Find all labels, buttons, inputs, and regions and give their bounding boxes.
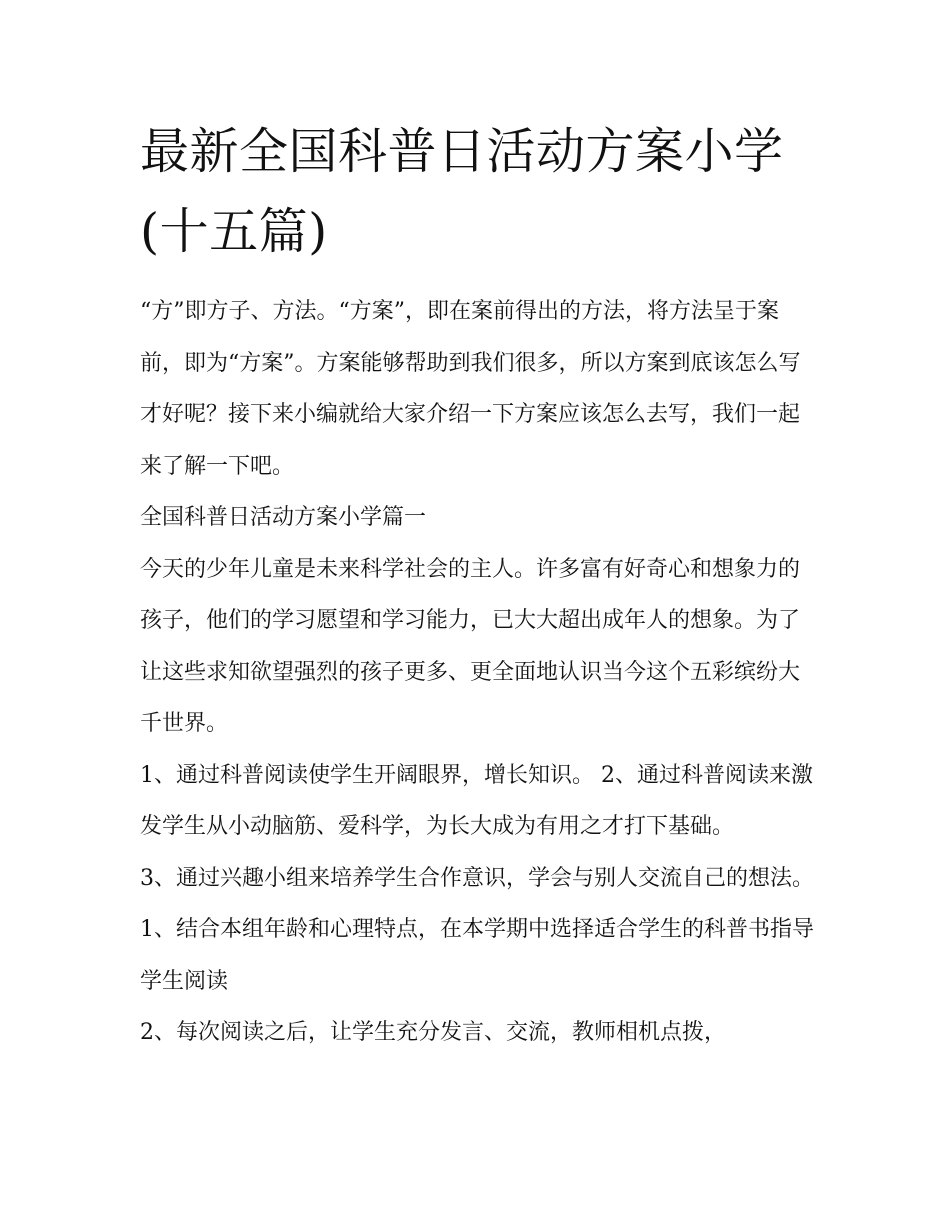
- body-paragraph: 今天的少年儿童是未来科学社会的主人。许多富有好奇心和想象力的孩子，他们的学习愿望和学习能力，已大大超出成年人的想象。为了让这些求知欲望强烈的孩子更多、更全面地认识当今这个五彩缤纷大千世界。: [140, 556, 801, 736]
- document-title: 最新全国科普日活动方案小学(十五篇): [140, 123, 784, 260]
- list-paragraph: 3、通过兴趣小组来培养学生合作意识，学会与别人交流自己的想法。 1、结合本组年龄和心理特点，在本学期中选择适合学生的科普书指导学生阅读: [140, 865, 814, 994]
- list-paragraph: 2、每次阅读之后，让学生充分发言、交流，教师相机点拨，: [140, 1020, 726, 1045]
- section-heading: 全国科普日活动方案小学篇一: [140, 505, 427, 530]
- list-paragraph: 1、通过科普阅读使学生开阔眼界，增长知识。 2、通过科普阅读来激发学生从小动脑筋、爱科学，为长大成为有用之才打下基础。: [140, 762, 813, 839]
- intro-paragraph: “方”即方子、方法。“方案”，即在案前得出的方法，将方法呈于案前，即为“方案”。方案能够帮助到我们很多，所以方案到底该怎么写才好呢？接下来小编就给大家介绍一下方案应该怎么去写，我们一起来了解一下吧。: [140, 299, 801, 479]
- document-body: [140, 112, 820, 1059]
